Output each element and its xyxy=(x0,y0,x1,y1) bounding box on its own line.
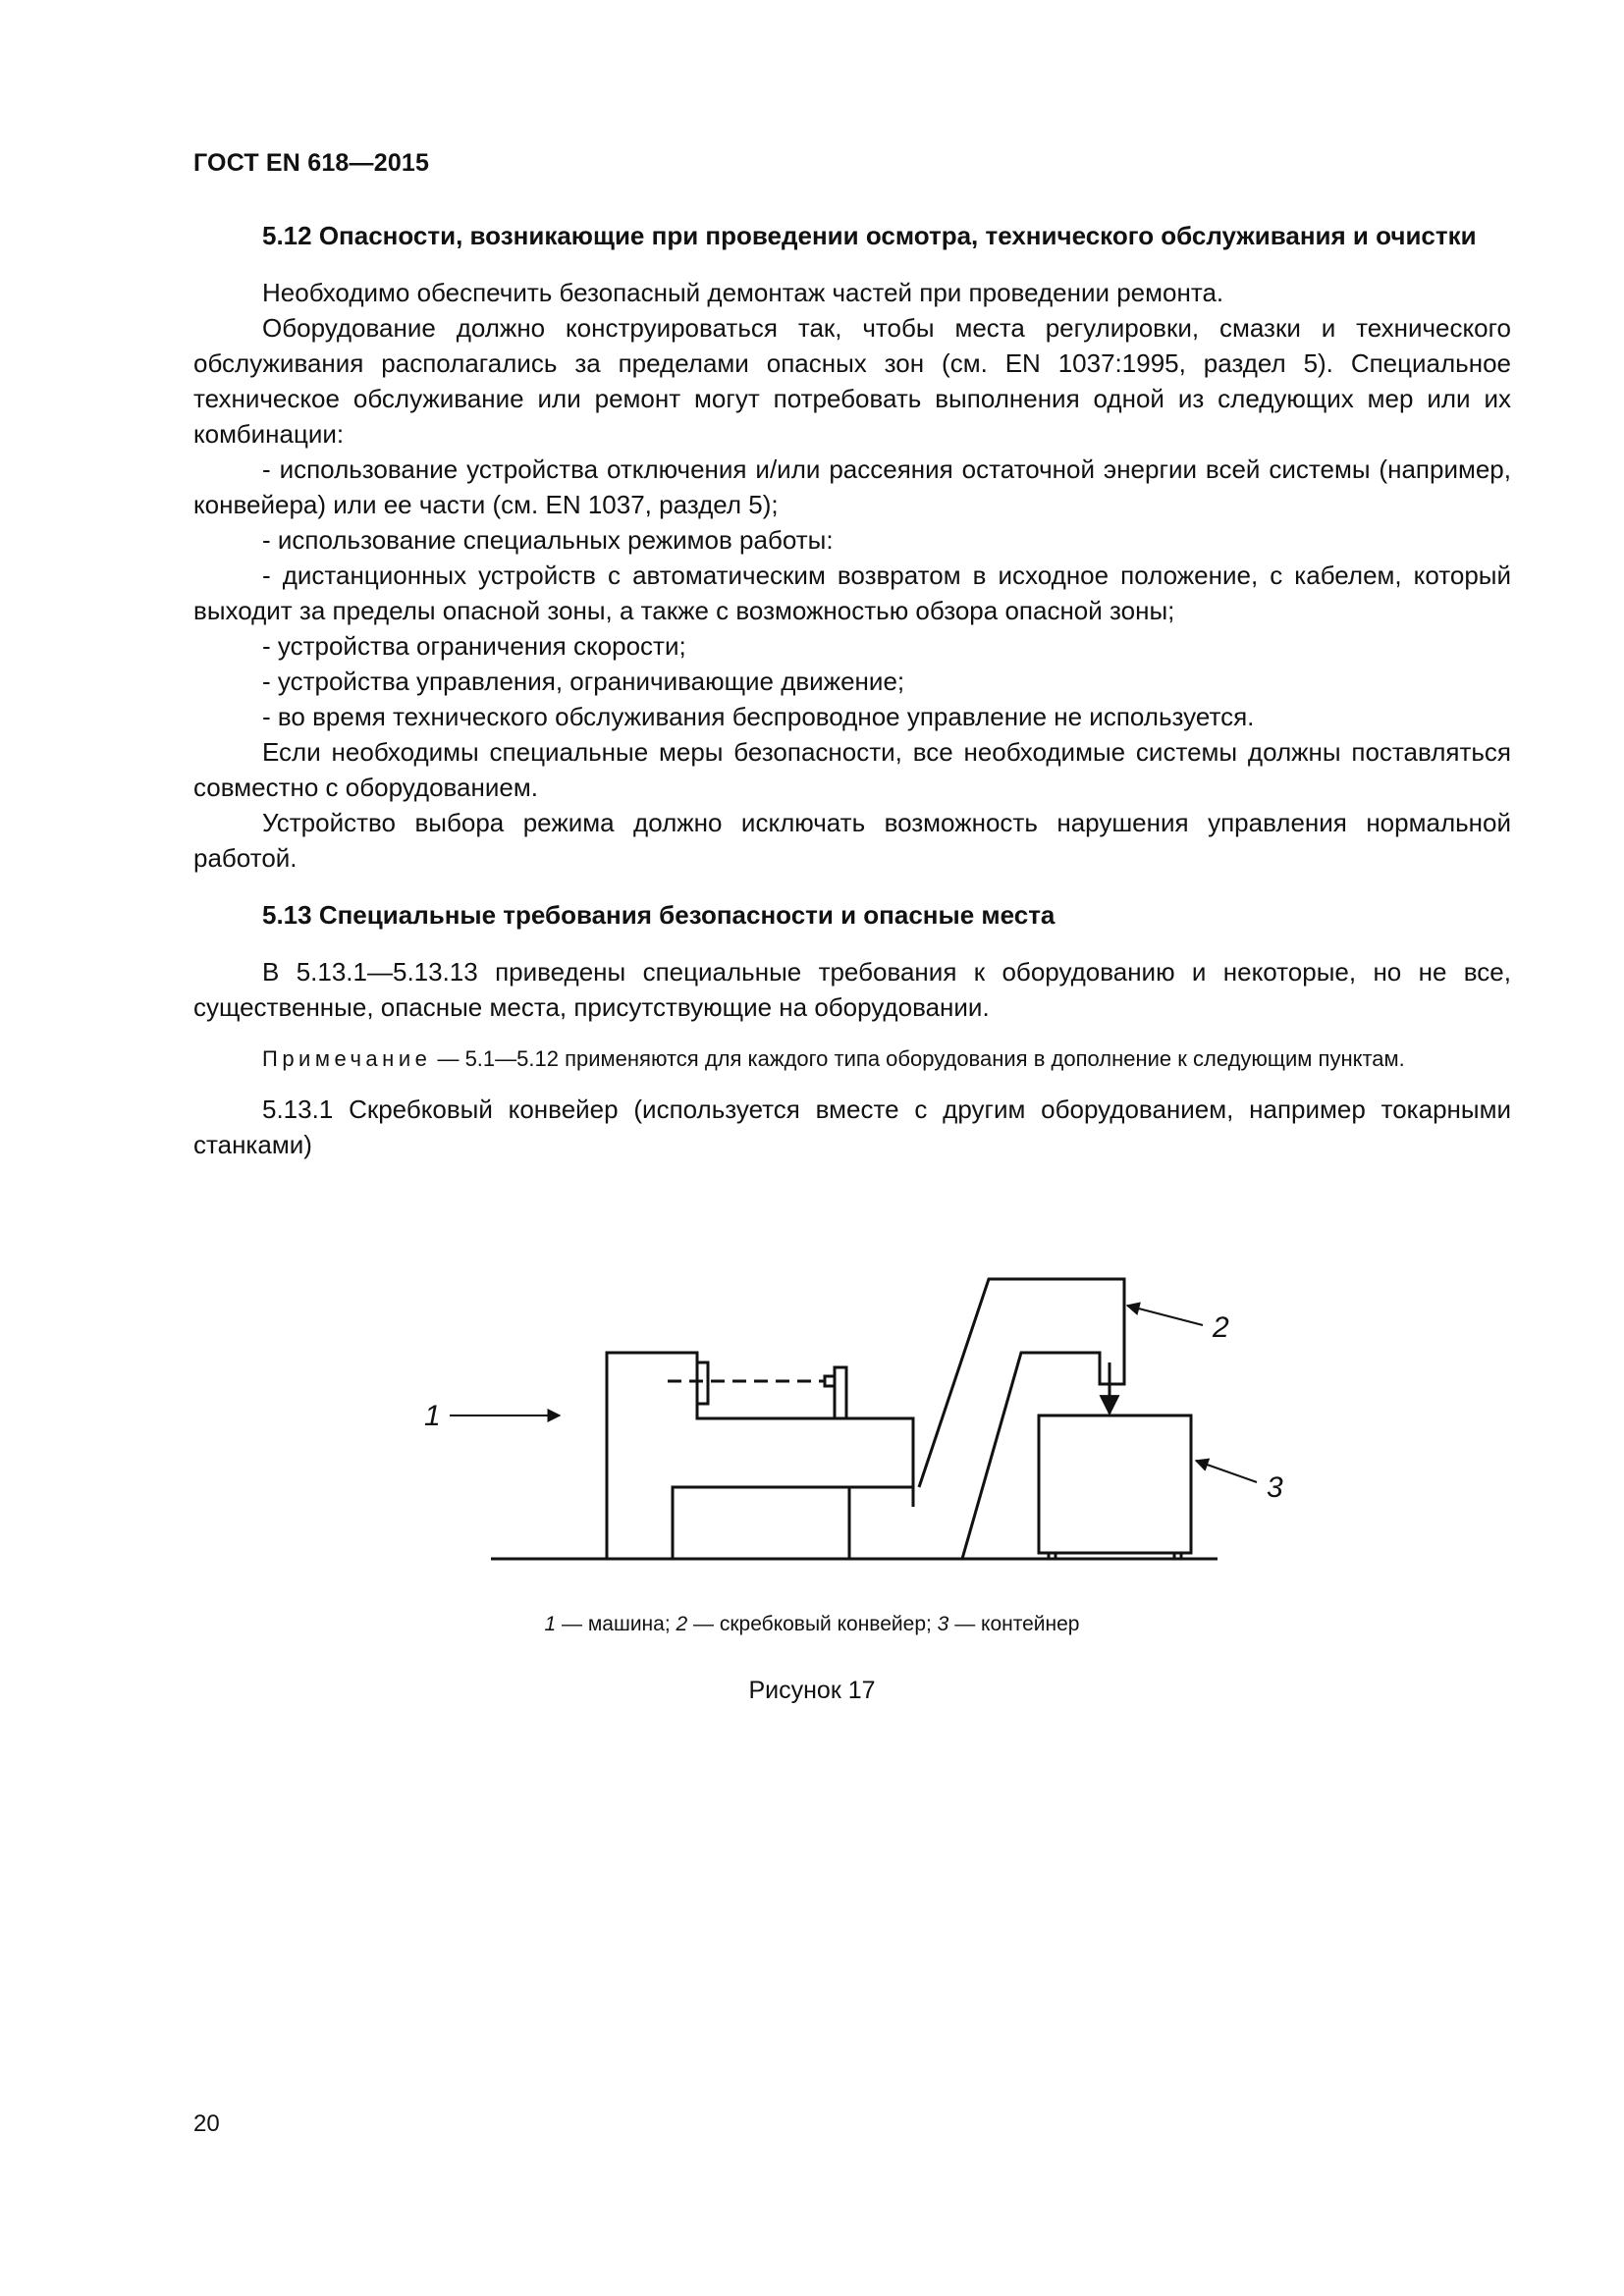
machine-tailstock xyxy=(835,1367,846,1418)
machine-body xyxy=(607,1353,913,1559)
document-body xyxy=(193,218,1511,1162)
page-number: 20 xyxy=(193,2110,220,2137)
machine-base xyxy=(673,1487,913,1559)
figure-title: Рисунок 17 xyxy=(748,1677,876,1704)
note-text: — 5.1—5.12 применяются для каждого типа оборудования в дополнение к следующим пунктам. xyxy=(431,1046,1405,1071)
paragraph: Устройство выбора режима должно исключать возможность нарушения управления нормальной работой. xyxy=(193,808,1511,873)
machine-tailstock-center xyxy=(825,1376,835,1386)
label-3-leader xyxy=(1196,1461,1257,1482)
paragraph: Оборудование должно конструироваться так, чтобы места регулировки, смазки и технического обслуживания располагались за пределами опасных зон (см. EN 1037:1995, раздел 5). Специальное техническое обслуживание или ремонт могут потребовать выполнения одной из следующих мер или их комбинации: xyxy=(193,313,1511,449)
section-5-13-heading: 5.13 Специальные требования безопасности и опасные места xyxy=(262,900,1056,930)
list-item: - использование специальных режимов работы: xyxy=(262,525,834,555)
figure-label-3: 3 xyxy=(1267,1471,1283,1504)
caption-num: 2 xyxy=(676,1613,688,1635)
note xyxy=(193,1044,1511,1074)
figure-17-diagram xyxy=(412,1247,1296,1571)
list-item: - устройства управления, ограничивающие движение; xyxy=(262,667,905,696)
note-label: Примечание xyxy=(262,1046,432,1071)
caption-num: 3 xyxy=(937,1613,949,1635)
list-item: - во время технического обслуживания беспроводное управление не используется. xyxy=(262,702,1255,731)
list-item: - дистанционных устройств с автоматическим возвратом в исходное положение, с кабелем, который выходит за пределы опасной зоны, а также с возможностью обзора опасной зоны; xyxy=(193,561,1511,625)
subsection-5-13-1: 5.13.1 Скребковый конвейер (используется вместе с другим оборудованием, например токарными станками) xyxy=(193,1095,1511,1159)
scraper-conveyor xyxy=(919,1279,1124,1487)
caption-text: — скребковый конвейер; xyxy=(687,1613,938,1635)
label-2-leader xyxy=(1127,1306,1203,1325)
section-5-12-heading: 5.12 Опасности, возникающие при проведении осмотра, технического обслуживания и очистки xyxy=(262,221,1477,250)
caption-num: 1 xyxy=(544,1613,557,1635)
figure-caption xyxy=(0,1613,1624,1636)
caption-text: — машина; xyxy=(556,1613,677,1635)
document-header: ГОСТ EN 618—2015 xyxy=(193,149,430,177)
container xyxy=(1039,1415,1191,1553)
paragraph: Необходимо обеспечить безопасный демонтаж частей при проведении ремонта. xyxy=(262,278,1224,307)
machine-chuck xyxy=(697,1362,708,1404)
figure-label-1: 1 xyxy=(424,1400,441,1432)
list-item: - устройства ограничения скорости; xyxy=(262,631,686,661)
paragraph: Если необходимы специальные меры безопасности, все необходимые системы должны поставляться совместно с оборудованием. xyxy=(193,737,1511,802)
scraper-conveyor-inner xyxy=(962,1353,1100,1559)
figure-label-2: 2 xyxy=(1213,1311,1229,1344)
paragraph: В 5.13.1—5.13.13 приведены специальные требования к оборудованию и некоторые, но не все, существенные, опасные места, присутствующие на оборудовании. xyxy=(193,957,1511,1022)
caption-text: — контейнер xyxy=(948,1613,1080,1635)
list-item: - использование устройства отключения и/или рассеяния остаточной энергии всей системы (например, конвейера) или ее части (см. EN 1037, раздел 5); xyxy=(193,454,1511,519)
